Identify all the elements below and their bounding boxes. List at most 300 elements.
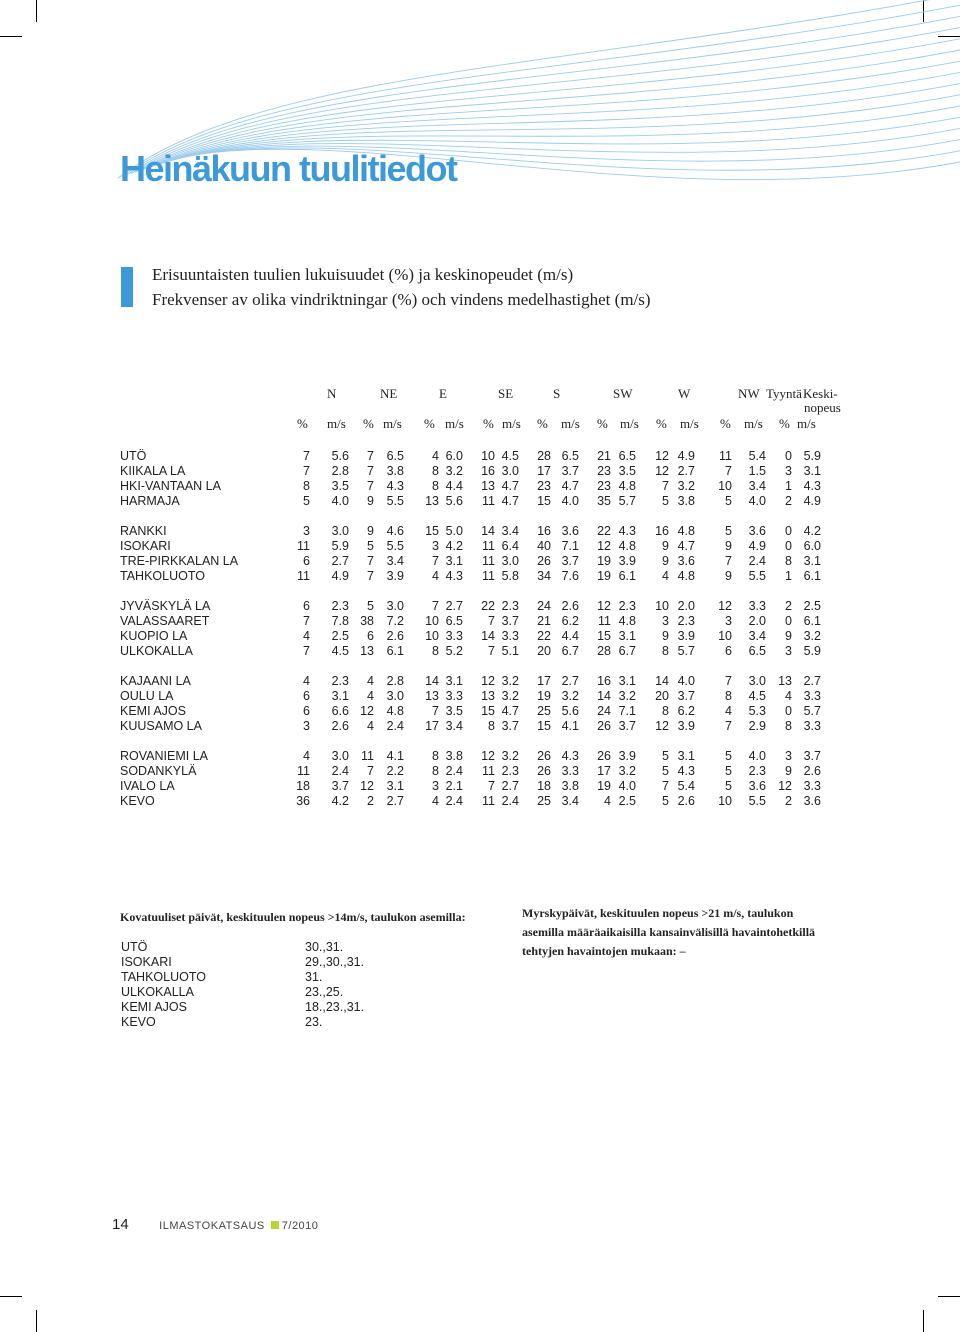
percent-cell: 15 [537,494,551,508]
percent-cell: 25 [537,794,551,808]
speed-cell: 2.3 [331,674,349,688]
speed-cell: 5.9 [803,644,821,658]
speed-cell: 3.2 [803,629,821,643]
speed-cell: 3.1 [618,629,636,643]
storm-days-title: Kovatuuliset päivät, keskituulen nopeus >14m/s, taulukon asemilla: [120,910,466,924]
percent-cell: 6 [303,554,310,568]
percent-cell: 13 [778,674,792,688]
speed-cell: 6.5 [386,449,404,463]
speed-cell: 5.5 [748,569,766,583]
percent-cell: 26 [537,554,551,568]
speed-cell: 6.6 [331,704,349,718]
percent-cell: 7 [488,614,495,628]
percent-cell: 8 [785,719,792,733]
percent-cell: 10 [718,629,732,643]
station-name: RANKKI [120,524,167,538]
speed-cell: 6.2 [677,704,695,718]
speed-cell: 2.5 [803,599,821,613]
direction-header: S [553,386,561,401]
speed-cell: 3.8 [561,779,579,793]
station-name: KUUSAMO LA [120,719,202,733]
speed-cell: 3.1 [803,554,821,568]
footer-square-icon [271,1221,279,1229]
percent-cell: 19 [597,779,611,793]
speed-cell: 4.2 [445,539,463,553]
storm-station: KEVO [121,1015,156,1029]
speed-cell: 2.6 [331,719,349,733]
percent-cell: 5 [662,764,669,778]
speed-unit-header: m/s [797,416,816,431]
speed-cell: 2.4 [748,554,766,568]
percent-cell: 8 [432,464,439,478]
speed-cell: 3.8 [677,494,695,508]
percent-cell: 12 [655,464,669,478]
station-name: VALASSAARET [120,614,210,628]
speed-cell: 6.4 [501,539,519,553]
speed-cell: 3.0 [331,749,349,763]
percent-cell: 11 [297,569,310,583]
percent-cell: 7 [432,599,439,613]
speed-cell: 4.9 [677,449,695,463]
percent-cell: 26 [537,749,551,763]
percent-cell: 25 [537,704,551,718]
speed-cell: 2.0 [748,614,766,628]
speed-cell: 3.5 [331,479,349,493]
speed-cell: 2.5 [331,629,349,643]
speed-cell: 4.1 [561,719,579,733]
speed-unit-header: m/s [620,416,639,431]
percent-cell: 4 [367,689,374,703]
percent-cell: 3 [303,719,310,733]
station-name: KEMI AJOS [120,704,186,718]
speed-cell: 4.3 [561,749,579,763]
percent-cell: 7 [662,479,669,493]
speed-cell: 3.0 [331,524,349,538]
magazine-name: ILMASTOKATSAUS [159,1220,265,1232]
percent-unit-header: % [779,416,790,431]
speed-cell: 3.7 [618,719,636,733]
percent-unit-header: % [363,416,374,431]
percent-cell: 8 [785,554,792,568]
speed-cell: 2.7 [501,779,519,793]
speed-cell: 2.1 [445,779,463,793]
speed-cell: 4.3 [445,569,463,583]
subtitle-finnish: Erisuuntaisten tuulien lukuisuudet (%) ja keskinopeudet (m/s) [152,265,574,284]
speed-cell: 5.5 [748,794,766,808]
percent-cell: 6 [303,704,310,718]
percent-cell: 14 [425,674,439,688]
speed-cell: 3.4 [748,629,766,643]
speed-cell: 3.4 [501,524,519,538]
percent-cell: 7 [725,674,732,688]
speed-cell: 7.2 [386,614,404,628]
issue-number: 7/2010 [281,1220,319,1232]
percent-cell: 3 [662,614,669,628]
speed-cell: 4.8 [677,569,695,583]
percent-cell: 18 [537,779,551,793]
speed-cell: 4.7 [501,479,519,493]
percent-cell: 2 [785,599,792,613]
speed-cell: 4.2 [803,524,821,538]
percent-cell: 16 [481,464,495,478]
percent-cell: 16 [597,674,611,688]
speed-cell: 3.6 [677,554,695,568]
percent-cell: 16 [655,524,669,538]
speed-unit-header: m/s [744,416,763,431]
percent-cell: 10 [425,614,439,628]
percent-cell: 2 [785,494,792,508]
percent-cell: 0 [785,539,792,553]
percent-cell: 17 [425,719,439,733]
percent-cell: 7 [367,554,374,568]
percent-cell: 5 [725,494,732,508]
speed-cell: 4.0 [748,494,766,508]
speed-cell: 6.0 [803,539,821,553]
speed-cell: 3.5 [618,464,636,478]
speed-unit-header: m/s [327,416,346,431]
percent-cell: 4 [725,704,732,718]
storm-days: 23.,25. [305,985,344,999]
speed-cell: 4.9 [748,539,766,553]
storm-days: 18.,23.,31. [305,1000,365,1014]
percent-cell: 23 [537,479,551,493]
speed-cell: 3.3 [561,764,579,778]
percent-cell: 8 [432,479,439,493]
percent-cell: 7 [488,644,495,658]
percent-cell: 5 [662,494,669,508]
speed-unit-header: m/s [561,416,580,431]
percent-cell: 3 [303,524,310,538]
speed-cell: 2.4 [501,794,519,808]
speed-cell: 3.1 [445,674,463,688]
percent-cell: 7 [367,464,374,478]
percent-cell: 9 [785,629,792,643]
speed-cell: 3.0 [501,554,519,568]
speed-cell: 4.1 [386,749,404,763]
direction-header: E [439,386,447,401]
speed-cell: 7.1 [618,704,636,718]
percent-cell: 12 [718,599,732,613]
speed-cell: 7.1 [561,539,579,553]
percent-cell: 2 [785,794,792,808]
percent-cell: 28 [537,449,551,463]
speed-cell: 3.9 [677,629,695,643]
crop-mark [36,1310,37,1332]
speed-cell: 2.3 [501,599,519,613]
storm-days: 23. [305,1015,323,1029]
percent-cell: 11 [297,539,310,553]
percent-unit-header: % [424,416,435,431]
percent-cell: 20 [537,644,551,658]
speed-cell: 6.1 [618,569,636,583]
speed-cell: 3.1 [677,749,695,763]
station-name: HKI-VANTAAN LA [120,479,221,493]
percent-cell: 15 [425,524,439,538]
speed-cell: 4.3 [803,479,821,493]
station-name: HARMAJA [120,494,180,508]
speed-unit-header: m/s [383,416,402,431]
percent-cell: 8 [488,719,495,733]
percent-cell: 26 [597,719,611,733]
speed-cell: 6.0 [445,449,463,463]
percent-cell: 12 [481,674,495,688]
percent-cell: 12 [655,719,669,733]
speed-cell: 2.7 [445,599,463,613]
speed-cell: 4.8 [618,539,636,553]
percent-cell: 4 [367,719,374,733]
speed-cell: 4.4 [445,479,463,493]
percent-cell: 11 [719,449,732,463]
percent-cell: 11 [482,494,495,508]
percent-cell: 17 [537,464,551,478]
percent-cell: 26 [597,749,611,763]
speed-cell: 2.8 [331,464,349,478]
speed-cell: 3.8 [445,749,463,763]
speed-cell: 3.0 [386,689,404,703]
speed-cell: 3.6 [803,794,821,808]
percent-cell: 8 [662,644,669,658]
speed-cell: 5.6 [561,704,579,718]
percent-cell: 28 [597,644,611,658]
percent-cell: 4 [604,794,611,808]
speed-cell: 2.3 [331,599,349,613]
percent-cell: 9 [725,569,732,583]
percent-cell: 19 [597,569,611,583]
speed-cell: 4.6 [386,524,404,538]
speed-cell: 5.8 [501,569,519,583]
storm-station: KEMI AJOS [121,1000,187,1014]
speed-cell: 5.5 [386,539,404,553]
speed-cell: 3.3 [445,629,463,643]
speed-cell: 3.4 [386,554,404,568]
mean-speed-header: nopeus [804,400,841,415]
percent-cell: 13 [481,479,495,493]
percent-cell: 8 [432,749,439,763]
percent-cell: 18 [296,779,310,793]
speed-cell: 5.6 [331,449,349,463]
percent-cell: 4 [367,674,374,688]
percent-cell: 4 [432,794,439,808]
speed-cell: 2.7 [331,554,349,568]
percent-cell: 5 [367,539,374,553]
page-title: Heinäkuun tuulitiedot [120,148,457,189]
speed-cell: 6.5 [618,449,636,463]
percent-cell: 9 [662,554,669,568]
percent-cell: 1 [785,479,792,493]
gale-days-line-2: asemilla määräaikaisilla kansainvälisillä havaintohetkillä [522,925,816,939]
speed-cell: 7.8 [331,614,349,628]
percent-cell: 4 [785,689,792,703]
percent-cell: 9 [367,524,374,538]
percent-cell: 13 [360,644,374,658]
subtitle-accent-bar [121,267,133,307]
percent-cell: 11 [482,554,495,568]
percent-cell: 10 [718,479,732,493]
station-name: OULU LA [120,689,174,703]
percent-cell: 9 [662,629,669,643]
speed-cell: 2.7 [561,674,579,688]
speed-cell: 4.7 [501,704,519,718]
percent-cell: 5 [725,524,732,538]
subtitle-swedish: Frekvenser av olika vindriktningar (%) och vindens medelhastighet (m/s) [152,290,651,309]
percent-cell: 5 [303,494,310,508]
speed-cell: 3.1 [803,464,821,478]
percent-cell: 7 [725,554,732,568]
speed-cell: 2.3 [677,614,695,628]
percent-cell: 3 [432,779,439,793]
percent-cell: 36 [296,794,310,808]
speed-cell: 5.4 [677,779,695,793]
percent-cell: 4 [303,749,310,763]
speed-cell: 4.0 [561,494,579,508]
percent-unit-header: % [483,416,494,431]
speed-cell: 3.7 [501,614,519,628]
speed-cell: 3.7 [677,689,695,703]
percent-cell: 34 [537,569,551,583]
percent-cell: 11 [482,794,495,808]
percent-unit-header: % [537,416,548,431]
percent-cell: 22 [481,599,495,613]
storm-days: 30.,31. [305,940,344,954]
percent-cell: 22 [537,629,551,643]
percent-cell: 6 [367,629,374,643]
crop-mark [923,1310,924,1332]
speed-cell: 3.9 [386,569,404,583]
percent-cell: 2 [367,794,374,808]
percent-cell: 10 [718,794,732,808]
speed-cell: 3.3 [803,719,821,733]
speed-cell: 2.9 [748,719,766,733]
storm-station: TAHKOLUOTO [121,970,206,984]
percent-cell: 24 [537,599,551,613]
percent-cell: 5 [662,749,669,763]
percent-cell: 12 [597,539,611,553]
speed-cell: 6.2 [561,614,579,628]
percent-cell: 10 [481,449,495,463]
percent-cell: 19 [597,554,611,568]
speed-cell: 4.8 [618,479,636,493]
speed-cell: 3.7 [561,554,579,568]
percent-cell: 9 [367,494,374,508]
percent-cell: 11 [297,764,310,778]
speed-cell: 3.7 [501,719,519,733]
percent-cell: 5 [367,599,374,613]
percent-cell: 1 [785,569,792,583]
speed-cell: 7.6 [561,569,579,583]
percent-cell: 7 [367,764,374,778]
percent-cell: 14 [481,524,495,538]
speed-cell: 3.3 [501,629,519,643]
percent-cell: 5 [725,764,732,778]
percent-cell: 12 [778,779,792,793]
speed-cell: 4.0 [618,779,636,793]
station-name: KEVO [120,794,155,808]
percent-cell: 12 [655,449,669,463]
speed-cell: 3.2 [501,674,519,688]
speed-cell: 3.2 [677,479,695,493]
speed-cell: 3.0 [501,464,519,478]
speed-cell: 3.9 [618,554,636,568]
speed-cell: 1.5 [748,464,766,478]
percent-cell: 11 [361,749,374,763]
percent-cell: 13 [425,494,439,508]
percent-cell: 8 [432,764,439,778]
percent-cell: 17 [537,674,551,688]
percent-cell: 10 [425,629,439,643]
speed-cell: 2.3 [748,764,766,778]
station-name: TRE-PIRKKALAN LA [120,554,239,568]
crop-mark [0,1296,22,1297]
speed-cell: 4.7 [501,494,519,508]
percent-cell: 12 [360,704,374,718]
speed-cell: 2.4 [386,719,404,733]
speed-cell: 3.4 [445,719,463,733]
speed-cell: 3.7 [331,779,349,793]
percent-cell: 3 [432,539,439,553]
percent-cell: 4 [662,569,669,583]
percent-cell: 7 [488,779,495,793]
speed-cell: 3.3 [748,599,766,613]
speed-cell: 5.6 [445,494,463,508]
percent-cell: 0 [785,704,792,718]
percent-cell: 0 [785,524,792,538]
speed-cell: 4.7 [677,539,695,553]
speed-cell: 5.5 [386,494,404,508]
percent-cell: 26 [537,764,551,778]
percent-cell: 22 [597,524,611,538]
percent-unit-header: % [656,416,667,431]
percent-cell: 13 [481,689,495,703]
speed-unit-header: m/s [680,416,699,431]
speed-cell: 5.0 [445,524,463,538]
speed-cell: 2.7 [677,464,695,478]
percent-cell: 7 [725,719,732,733]
percent-cell: 5 [662,794,669,808]
speed-cell: 4.2 [331,794,349,808]
speed-cell: 3.1 [386,779,404,793]
station-name: ROVANIEMI LA [120,749,208,763]
speed-cell: 4.9 [331,569,349,583]
storm-station: ULKOKALLA [121,985,194,999]
percent-cell: 15 [537,719,551,733]
percent-cell: 23 [597,464,611,478]
percent-cell: 15 [597,629,611,643]
speed-cell: 3.6 [561,524,579,538]
direction-header: N [327,386,337,401]
percent-cell: 11 [482,539,495,553]
speed-cell: 3.9 [618,749,636,763]
percent-cell: 21 [537,614,551,628]
percent-cell: 3 [785,464,792,478]
station-name: ISOKARI [120,539,171,553]
speed-cell: 6.1 [803,569,821,583]
percent-cell: 11 [598,614,611,628]
speed-cell: 3.4 [561,794,579,808]
speed-cell: 4.3 [618,524,636,538]
percent-cell: 9 [785,764,792,778]
speed-cell: 3.0 [386,599,404,613]
direction-header: NW [738,386,760,401]
speed-cell: 2.3 [501,764,519,778]
percent-cell: 6 [303,599,310,613]
decorative-wave-lines [0,0,960,260]
percent-cell: 9 [725,539,732,553]
percent-cell: 12 [597,599,611,613]
station-name: JYVÄSKYLÄ LA [120,599,211,613]
percent-cell: 7 [432,704,439,718]
percent-cell: 7 [303,449,310,463]
percent-cell: 20 [655,689,669,703]
